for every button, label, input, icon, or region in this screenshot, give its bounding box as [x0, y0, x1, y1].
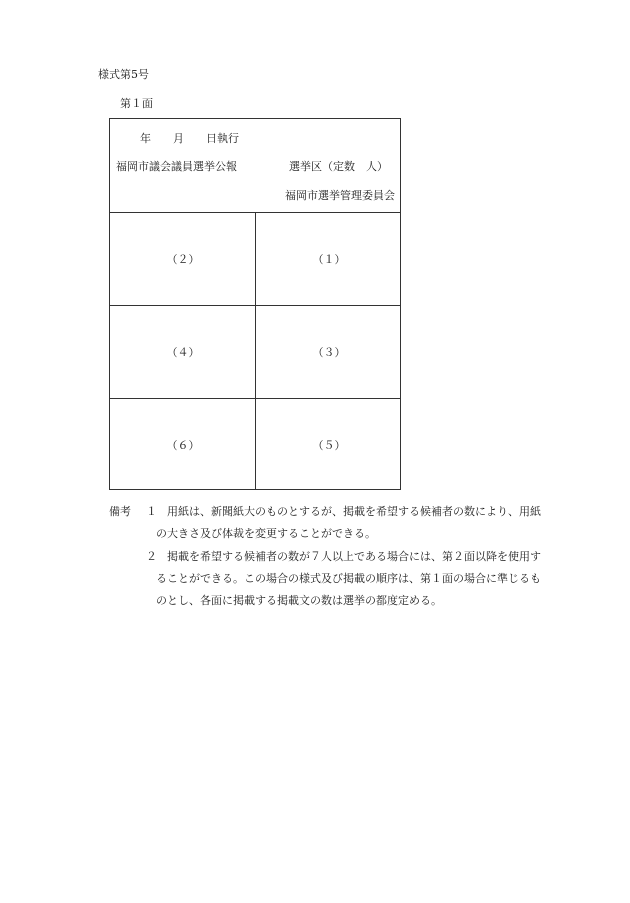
cell-3-label: （３） [312, 346, 346, 359]
note-2-line-1: 掲載を希望する候補者の数が７人以上である場合には、第２面以降を使用す [167, 550, 541, 563]
note-1-line-1: 用紙は、新聞紙大のものとするが、掲載を希望する候補者の数により、用紙 [167, 505, 541, 518]
day-execution-label: 日執行 [206, 132, 239, 145]
notes-heading: 備考 [109, 505, 131, 518]
note-2-number: ２ [146, 550, 157, 563]
cell-2-label: （２） [166, 253, 200, 266]
election-committee-name: 福岡市選挙管理委員会 [285, 189, 395, 202]
execution-date-line [140, 130, 239, 146]
page-label: 第１面 [120, 97, 153, 110]
note-2-line-2: ることができる。この場合の様式及び掲載の順序は、第１面の場合に準じるも [156, 572, 541, 585]
month-label: 月 [173, 132, 184, 145]
cell-6-label: （６） [166, 439, 200, 452]
year-label: 年 [140, 132, 151, 145]
district-quota-label: 選挙区（定数 人） [289, 160, 388, 173]
cell-4-label: （４） [166, 346, 200, 359]
cell-5-label: （５） [312, 439, 346, 452]
bulletin-layout-table [109, 118, 401, 490]
bulletin-title: 福岡市議会議員選挙公報 [116, 160, 237, 173]
form-number-title: 様式第5号 [98, 68, 149, 81]
note-1-number: １ [146, 505, 157, 518]
cell-1-label: （１） [312, 253, 346, 266]
note-2-line-3: のとし、各面に掲載する掲載文の数は選挙の都度定める。 [156, 594, 442, 607]
note-1-line-2: の大きさ及び体裁を変更することができる。 [156, 527, 376, 540]
